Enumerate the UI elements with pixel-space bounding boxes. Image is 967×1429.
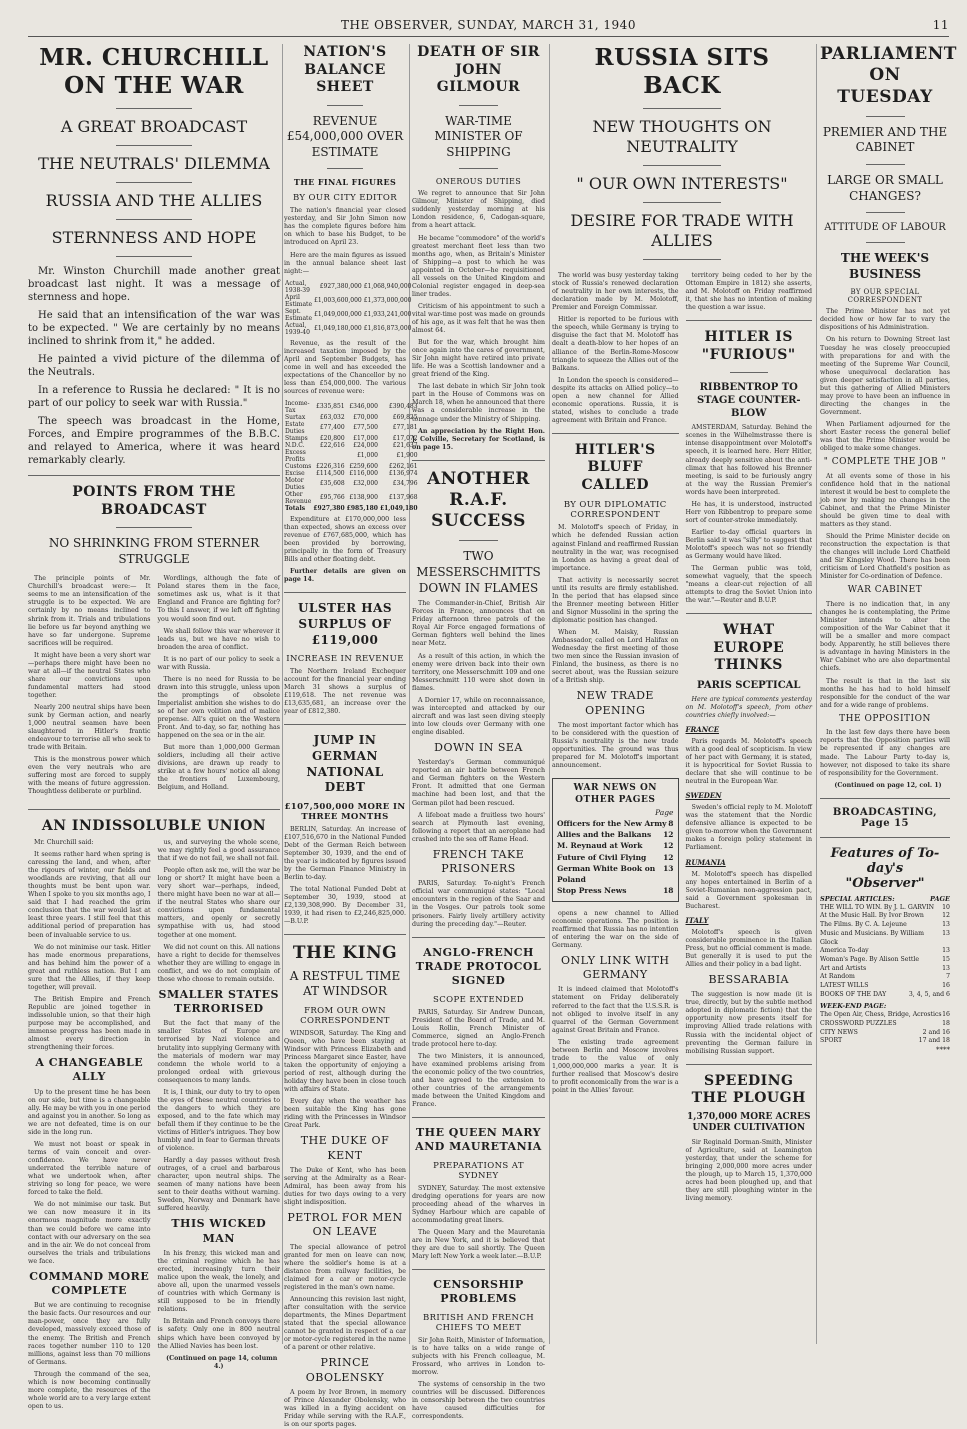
divider: [116, 219, 192, 220]
headline-queen-mary: THE QUEEN MARY AND MAURETANIA: [415, 1126, 542, 1154]
headline-balance: NATION'S BALANCE SHEET: [303, 44, 387, 95]
contents-list: [820, 895, 950, 1046]
table-total-row: [284, 505, 419, 512]
headline-raf: ANOTHER R.A.F. SUCCESS: [427, 468, 530, 532]
subhead-smaller-states: SMALLER STATES TERRORISED: [158, 987, 279, 1016]
headline-parliament: PARLIAMENT ON TUESDAY: [820, 44, 957, 107]
divider: [116, 182, 192, 183]
divider: [552, 433, 679, 434]
contents-label: Music and Musicians. By William Glock: [820, 929, 924, 946]
divider: [116, 527, 192, 528]
divider: [643, 259, 721, 260]
headline-bluff: HITLER'S BLUFF CALLED: [574, 441, 656, 493]
divider: [820, 837, 950, 838]
war-news-page: 12: [663, 841, 674, 851]
table-row: [284, 280, 412, 294]
table-cell: Estate Duties: [285, 420, 305, 435]
table-cell: Actual, 1939-40: [285, 321, 310, 336]
war-news-label: M. Reynaud at Work: [557, 841, 643, 851]
contents-label: Woman's Page. By Alison Settle: [820, 955, 919, 963]
contents-page: 13: [942, 964, 950, 972]
continued-note: (Continued on page 14, column 4.): [166, 1354, 278, 1370]
subhead: £107,500,000 MORE IN THREE MONTHS: [284, 801, 406, 822]
divider: [866, 164, 905, 165]
table-cell: £985,180: [346, 504, 378, 512]
divider: [412, 1117, 545, 1118]
contents-page: 15: [942, 955, 950, 963]
table-cell: Excess Profits: [285, 448, 306, 463]
subhead-wicked-man: THIS WICKED MAN: [171, 1217, 267, 1245]
headline-trade-protocol: ANGLO-FRENCH TRADE PROTOCOL SIGNED: [415, 945, 542, 988]
column-rule: [282, 44, 283, 1344]
page-number: 11: [932, 18, 949, 32]
table-cell: £17,072: [392, 434, 418, 442]
contents-item: [820, 956, 950, 965]
contents-page: 10: [942, 903, 950, 911]
subhead: INCREASE IN REVENUE: [286, 654, 404, 665]
subhead-war-cabinet: WAR CABINET: [847, 585, 923, 596]
table-cell: £136,974: [388, 469, 418, 477]
contents-item: [820, 982, 950, 991]
war-news-title: WAR NEWS ON OTHER PAGES: [573, 783, 658, 805]
table-cell: £69,825: [392, 413, 418, 421]
headline-plough: SPEEDING THE PLOUGH: [691, 1072, 806, 1107]
subhead-command: COMMAND MORE COMPLETE: [29, 1269, 150, 1298]
byline: BY OUR SPECIAL CORRESPONDENT: [847, 288, 923, 305]
table-cell: £346,000: [349, 403, 378, 411]
contents-page: PAGE: [930, 894, 950, 903]
contents-page: 16: [942, 1011, 950, 1019]
column-russia: [552, 44, 812, 1344]
table-row: [284, 294, 412, 308]
war-news-label: Future of Civil Flying: [557, 852, 647, 862]
headline-union: AN INDISSOLUBLE UNION: [41, 817, 267, 834]
contents-label: The Open Air, Chess, Bridge, Acrostics: [820, 1011, 942, 1019]
table-cell: £17,000: [353, 434, 378, 442]
contents-label: CROSSWORD PUZZLES: [820, 1019, 897, 1027]
column-rule: [409, 44, 410, 1344]
subhead: RIBBENTROP TO STAGE COUNTER-BLOW: [696, 382, 801, 420]
subhead: NO SHRINKING FROM STERNER STRUGGLE: [48, 536, 260, 566]
war-news-page: 8: [668, 818, 674, 828]
table-cell: £1,049,000,000: [314, 311, 362, 319]
table-cell: £63,032: [319, 413, 345, 421]
divider: [643, 202, 721, 203]
divider: [284, 724, 406, 725]
body-text: The principle points of Mr. Churchill's broadcast were:— It seems to me an intensification of the struggle is to be expected. We are certainly by no means inclined to shrink from it. Trials and tribulations lie before us far beyond anything we have so far undergone. Supreme sacrifices will be required. It might have been a very short war—perhaps there might have been no war at all—if the neutral States who share our convictions upon fundamental matters had stood together. Nearly 200 neutral ships have been sunk by German action, and nearly 1,000 neutral seamen have been slaughtered in Hitler's frantic endeavour to terrorise all who seek to trade with Britain. This is the monstrous power which even the very neutrals who are suffering most are forced to supply with the means of future aggression. Thoughtless deliberate or purblind. Wordlings, although the fate of Poland stares them in the face, sometimes ask us, what is it that England and France are fighting for? To this I answer, if we left off fighting you would soon find out. We shall follow this war wherever it leads us, but we have no wish to broaden the area of conflict. It is no part of our policy to seek a war with Russia. There is no need for Russia to be drawn into this struggle, unless upon the promptings of obsolete Imperialist ambition she wishes to do so of her own volition and of malice prepense. All's quiet on the Western Front. And to-day, so far, nothing has happened on the sea or in the air. But more than 1,000,000 German soldiers, including all their active divisions, are drawn up ready to strike at a few hours' notice all along the frontiers of Luxembourg, Belgium, and Holland.: [28, 575, 280, 796]
contents-label: THE WILL TO WIN. By J. L. GARVIN: [820, 903, 935, 911]
table-cell: £259,600: [349, 462, 378, 470]
divider: [28, 475, 280, 476]
contents-label: SPECIAL ARTICLES:: [820, 894, 895, 903]
headline-censorship: CENSORSHIP PROBLEMS: [433, 1278, 524, 1306]
table-cell: £137,968: [388, 494, 418, 502]
divider: [686, 320, 813, 321]
war-news-item: [557, 829, 674, 840]
subhead: A RESTFUL TIME AT WINDSOR: [289, 968, 401, 999]
contents-label: Art and Artists: [820, 964, 867, 972]
divider: [28, 809, 280, 810]
headline-king: THE KING: [292, 943, 398, 964]
table-cell: [312, 449, 345, 463]
subhead: PREMIER AND THE CABINET: [822, 124, 948, 155]
contents-page: 12: [942, 912, 950, 920]
contents-page: 2 and 16: [922, 1028, 950, 1036]
subhead-kent: THE DUKE OF KENT: [300, 1134, 390, 1162]
divider: [643, 165, 721, 166]
subhead-trade-opening: NEW TRADE OPENING: [576, 689, 654, 717]
table-cell: Excise: [285, 469, 305, 477]
subhead-complete-job: " COMPLETE THE JOB ": [823, 457, 947, 468]
lead-paragraph: Mr. Winston Churchill made another great broadcast last night. It was a message of sternness and hope.: [28, 266, 280, 304]
column-churchill: [28, 44, 280, 1410]
war-news-label: German White Book on Poland: [557, 863, 656, 885]
subhead: THE NEUTRALS' DILEMMA: [38, 154, 270, 174]
contents-item: [820, 1011, 950, 1020]
table-row: [284, 421, 419, 435]
headline-german-debt: JUMP IN GERMAN NATIONAL DEBT: [306, 733, 384, 795]
contents-page: 13: [942, 929, 950, 937]
table-cell: £1,900: [396, 452, 418, 460]
divider: [459, 105, 499, 106]
divider: [686, 613, 813, 614]
divider: [643, 108, 721, 109]
table-row: [284, 470, 419, 477]
table-cell: £24,000: [353, 441, 378, 449]
table-row: [284, 477, 419, 491]
subhead: 1,370,000 MORE ACRES UNDER CULTIVATION: [687, 1111, 811, 1134]
contents-item: [820, 912, 950, 921]
contents-page: 18: [942, 1019, 950, 1027]
war-news-item: [557, 885, 674, 896]
subhead-bessarabia: BESSARABIA: [708, 972, 790, 986]
headline-russia: RUSSIA SITS BACK: [594, 44, 770, 100]
table-row: [284, 491, 419, 505]
table-cell: Actual, 1938-39: [285, 279, 310, 294]
subhead: STERNNESS AND HOPE: [51, 228, 257, 248]
subhead: LARGE OR SMALL CHANGES?: [827, 172, 943, 203]
table-cell: £226,316: [316, 462, 345, 470]
divider: [284, 934, 406, 935]
contents-label: At Random: [820, 973, 855, 981]
divider: [866, 116, 905, 117]
subhead: PREPARATIONS AT SYDNEY: [433, 1160, 524, 1181]
revenue-table: [284, 280, 412, 336]
headline-europe: WHAT EUROPE THINKS: [713, 622, 785, 674]
column-balance-sheet: NATION'S BALANCE SHEET REVENUE £54,000,000 OVER ESTIMATE THE FINAL FIGURES BY OUR CITY EDITOR The nation's financial year closed yesterday, and Sir John Simon now has the complete figures before him on which to base his Budget, to be introduced on April 23. Here are the main figures as issued in the annual balance sheet last night:— Actual, 1938-39 £927,380,000 £1,068,940,000 April Estimate £1,003,600,000 £1,373,000,000 Sept. Estimate £1,049,000,000 £1,933,241,000 Actual, 1939-40 £1,049,180,000 £1,816,873,000 Revenue, as the result of the increased taxation imposed by the April and September Budgets, has come in well and has exceeded the expectations of the Chancellor by no less than £54,000,000. The various sources of revenue were: Income-Tax £335,851 £346,000 £390,483 Surtax £63,032 £70,000 £69,825 Estate Duties £77,400 £77,500 £77,181 Stamps £20,800 £17,000 £17,072 N.D.C. £22,616 £24,000 £21,637 Excess Profits £1,000 £1,900 Customs £226,316 £259,600 £262,161 Excise £114,500 £116,000 £136,974 Motor Duties £35,608 £32,000 £34,796 Other Revenue £95,766 £138,900 £137,968 Totals £927,380 £985,180 £1,049,180 Expenditure at £170,000,000 less than expected, shows an excess over revenue of £767,685,000, which has been provided by borrowing, principally in the form of Treasury Bills and other floating debt. Further details are given on page 14. ULSTER HAS SURPLUS OF £119,000 INCREASE IN REVENUE The Northern Ireland Exchequer account for the financial year ending March 31 shows a surplus of £119,618. The net revenue was £13,635,681, an increase over the year of £812,380. JUMP IN GERMAN NATIONAL DEBT £107,500,000 MORE IN THREE MONTHS BERLIN, Saturday. An increase of £107,516,670 in the National Funded Debt of the German Reich between September 30, 1939, and the end of the year is indicated by figures issued by the German Finance Ministry in Berlin to-day. The total National Funded Debt at September 30, 1939, stood at £2,139,308,990. By December 31, 1939, it had risen to £2,246,825,000.—B.U.P. THE KING A RESTFUL TIME AT WINDSOR FROM OUR OWN CORRESPONDENT WINDSOR, Saturday. The King and Queen, who have been staying at Windsor with Princess Elizabeth and Princess Margaret since Easter, have taken the opportunity of enjoying a period of rest, although during the holiday they have been in close touch with affairs of State. Every day when the weather has been suitable the King has gone riding with the Princesses in Windsor Great Park. THE DUKE OF KENT The Duke of Kent, who has been serving at the Admiralty as a Rear-Admiral, has been away from his duties for two days owing to a very slight indisposition. PETROL FOR MEN ON LEAVE The special allowance of petrol granted for men on leave can now, where the soldier's home is at a distance from railway facilities, be claimed for a car or motor-cycle registered in the man's own name. Announcing this revision last night, after consultation with the service departments, the Mines Department stated that the special allowance cannot be granted in respect of a car or motor-cycle registered in the name of a parent or other relative. PRINCE OBOLENSKY A poem by Ivor Brown, in memory of Prince Alexander Obolensky, who was killed in a flying accident on Friday while serving with the R.A.F., is on our sports pages.: [284, 44, 418, 1429]
masthead-title: THE OBSERVER, SUNDAY, MARCH 31, 1940: [341, 18, 636, 32]
continued-note: (Continued on page 12, col. 1): [834, 781, 942, 789]
contents-page: 17 and 18: [918, 1037, 950, 1045]
table-cell: £1,049,180: [379, 504, 418, 512]
headline-points: POINTS FROM THE BROADCAST: [72, 484, 236, 518]
divider: [730, 372, 768, 373]
table-cell: £116,000: [349, 469, 378, 477]
features-title: Features of To-day's: [830, 845, 940, 876]
lead-paragraph: In a reference to Russia he declared: " It is no part of our policy to seek war with Russia.": [28, 385, 280, 410]
divider: [459, 540, 499, 541]
subhead-obolensky: PRINCE OBOLENSKY: [305, 1356, 385, 1384]
table-cell: £1,068,940,000: [363, 283, 412, 291]
contents-label: The Films. By C. A. Lejeune: [820, 921, 907, 929]
subhead-down-in-sea: DOWN IN SEA: [434, 740, 523, 754]
byline: BY OUR CITY EDITOR: [292, 193, 398, 204]
divider: [116, 256, 192, 257]
lead-paragraph: He painted a vivid picture of the dilemma of the Neutrals.: [28, 354, 280, 379]
column-gilmour: DEATH OF SIR JOHN GILMOUR WAR-TIME MINISTER OF SHIPPING ONEROUS DUTIES We regret to announce that Sir John Gilmour, Minister of Shipping, died suddenly yesterday morning at his London residence, 6, Cadogan-square, from a heart attack. He became "commodore" of the world's greatest merchant fleet less than two months ago, when, as Britain's Minister of Shipping—a post to which he was appointed in October—he requisitioned all vessels on the United Kingdom and Colonial register engaged in deep-sea liner trades. Criticism of his appointment to such a vital war-time post was made on grounds of his age, as it was felt that he was then almost 64. But for the war, which brought him once again into the cares of government, Sir John might have retired into private life. He was a Scottish landowner and a great friend of the King. The last debate in which Sir John took part in the House of Commons was on March 18, when he announced that there was a considerable increase in the tonnage under the Ministry of Shipping. An appreciation by the Right Hon. J. Colville, Secretary for Scotland, is on page 15. ANOTHER R.A.F. SUCCESS TWO MESSERSCHMITTS DOWN IN FLAMES The Commander-in-Chief, British Air Forces in France, announces that on Friday afternoon three patrols of the Royal Air Force engaged formations of German fighters well behind the lines near Metz. As a result of this action, in which the enemy were driven back into their own territory, one Messerschmitt 109 and one Messerschmitt 110 were shot down in flames. A Dornier 17, while on reconnaissance, was intercepted and attacked by our aircraft and was last seen diving steeply into low clouds over Germany with one engine disabled. DOWN IN SEA Yesterday's German communiqué reported an air battle between French and German fighters on the Western Front. It admitted that one German machine had been lost, and that the German pilot had been rescued. A lifeboat made a fruitless two hours' search at Plymouth last evening, following a report that an aeroplane had crashed into the sea off Rame Head. FRENCH TAKE PRISONERS PARIS, Saturday. To-night's French official war communiqué states: "Local encounters in the region of the Saar and in the Vosges. Our patrols took some prisoners. Fairly lively artillery activity during the preceding day."—Reuter. ANGLO-FRENCH TRADE PROTOCOL SIGNED SCOPE EXTENDED PARIS, Saturday. Sir Andrew Duncan, President of the Board of Trade, and M. Louis Rollin, French Minister of Commerce, signed an Anglo-French trade protocol here to-day. The two Ministers, it is announced, have examined problems arising from the economic policy of the two countries, and have agreed to the extension to other countries of the arrangements made between the United Kingdom and France. THE QUEEN MARY AND MAURETANIA PREPARATIONS AT SYDNEY SYDNEY, Saturday. The most extensive dredging operations for years are now proceeding ahead of the wharves in Sydney Harbour which are capable of accommodating great liners. The Queen Mary and the Mauretania are in New York, and it is believed that they are due to sail shortly. The Queen Mary left New York a week later.—B.U.P. CENSORSHIP PROBLEMS BRITISH AND FRENCH CHIEFS TO MEET Sir John Reith, Minister of Information, is to have talks on a wide range of subjects with his French colleague, M. Frossard, who arrives in London to-morrow. The systems of censorship in the two countries will be discussed. Differences in censorship between the two countries have caused difficulties for correspondents.: [412, 44, 545, 1421]
table-cell: £390,483: [388, 403, 418, 411]
contents-label: LATEST WILLS: [820, 981, 869, 989]
country-label: FRANCE: [685, 724, 720, 734]
table-cell: Income-Tax: [285, 399, 310, 414]
body-text: The world was busy yesterday taking stock of Russia's renewed declaration of neutrality in her own interests, the declaration made by M. Molotoff, Premier and Foreign Commissar. Hitler is reported to be furious with the speech, while Germany is trying to disguise the fact that M. Molotoff has dealt a death-blow to her hopes of an alliance of the Berlin-Rome-Moscow triangle to squeeze the Allies out of the Balkans. In London the speech is considered—despite its attacks on Allied policy—to open a new channel for Allied economic operations. Russia, it is stated, wishes to conclude a trade agreement with Britain and France. HITLER'S BLUFF CALLED BY OUR DIPLOMATIC CORRESPONDENT M. Molotoff's speech of Friday, in which he defended Russian action against Finland and reaffirmed Russian neutrality in the war, was recognised in London as having a great deal of importance. That activity is necessarily secret until its results are firmly established. In the period that has elapsed since the Brenner meeting between Hitler and Signor Mussolini in the spring the diplomatic position has changed. When M. Maisky, Russian Ambassador, called on Lord Halifax on Wednesday the first meeting of those two men since the Russian invasion of Finland, the business, as there is no secret about, was the Russian seizure of a British ship. NEW TRADE OPENING The most important factor which has to be considered with the question of Russia's neutrality is the new trade opportunities. The ground was thus prepared for M. Molotoff's important announcement. WAR NEWS ON OTHER PAGES Page Officers for the New Army 8 Allies and the Balkans 12 M. Reynaud at Work 12 Future of Civil Flying 12 German White Book on Poland 13 Stop Press News 18 opens a new channel to Allied economic operations. The position is reaffirmed that Russia has no intention of entering the war on the side of Germany. ONLY LINK WITH GERMANY It is indeed claimed that Molotoff's statement on Friday deliberately referred to the fact that the U.S.S.R. is not obliged to involve itself in any quarrel of the German Government against Great Britain and France. The existing trade agreement between Berlin and Moscow involves trade to the value of only 1,000,000,000 marks a year. It is further realised that Moscow's desire to profit economically from the war is a point in the Allies' favour. territory being ceded to her by the Ottoman Empire in 1812) she asserts, and M. Molotoff on Friday reaffirmed it, that she has no intention of making the question a war issue. HITLER IS "FURIOUS" RIBBENTROP TO STAGE COUNTER-BLOW AMSTERDAM, Saturday. Behind the scenes in the Wilhelmstrasse there is intense disappointment over Molotoff's speech, it is learned here. Herr Hitler, already deeply sensitive about the anti-climax that has followed his Brenner meeting, is said to be furiously angry at the way the Russian Premier's words have been interpreted. He has, it is understood, instructed Herr von Ribbentrop to prepare some sort of counter-stroke immediately. Earlier to-day official quarters in Berlin said it was "silly" to suggest that Molotoff's speech was not so friendly as Germany would have liked. The German public was told, somewhat vaguely, that the speech "means a clear-cut rejection of all attempts to drag the Soviet Union into the war."—Reuter and B.U.P. WHAT EUROPE THINKS PARIS SCEPTICAL Here are typical comments yesterday on M. Molotoff's speech, from other countries chiefly involved:— FRANCE Paris regards M. Molotoff's speech with a good deal of scepticism. In view of her pact with Germany, it is stated, it is hypocritical for Soviet Russia to declare that she will continue to be neutral in the European War. SWEDEN Sweden's official reply to M. Molotoff was the statement that the Nordic defensive alliance is expected to be given to-morrow when the Government makes a foreign policy statement in Parliament. RUMANIA M. Molotoff's speech has dispelled any hopes entertained in Berlin of a Soviet-Rumanian non-aggression pact, said a Government spokesman in Bucharest. ITALY Molotoff's speech is given considerable prominence in the Italian Press, but no official comment is made. But generally it is used to put the Allies and their policy in a bad light. BESSARABIA The suggestion is now made (it is true, directly, but by the subtle method adopted in diplomatic fiction) that the opportunity now presents itself for improving Allied trade relations with Russia with the incidental object of preventing the German failure in mobilising Russian support. SPEEDING THE PLOUGH 1,370,000 MORE ACRES UNDER CULTIVATION Sir Reginald Dorman-Smith, Minister of Agriculture, said at Leamington yesterday, that under the scheme for bringing 2,000,000 more acres under the plough, up to March 15, 1,370,000 acres had been ploughed up, and that they are still ploughing winter in the living memory.: [552, 272, 812, 1203]
headline-hitler: HITLER IS "FURIOUS": [701, 329, 796, 363]
country-label: ITALY: [685, 915, 709, 925]
contents-item: [820, 965, 950, 974]
headline-churchill: MR. CHURCHILL ON THE WAR: [39, 44, 269, 100]
contents-label: SPORT: [820, 1037, 843, 1045]
contents-item: [820, 1037, 950, 1046]
column-rule: [549, 44, 550, 1344]
table-row: [284, 435, 419, 442]
war-news-item: [557, 818, 674, 829]
divider: [412, 460, 545, 461]
table-cell: £262,161: [388, 462, 418, 470]
table-cell: £35,608: [319, 480, 345, 488]
war-news-item: [557, 863, 674, 886]
subhead: REVENUE £54,000,000 OVER ESTIMATE: [286, 113, 404, 159]
table-cell: £32,000: [353, 480, 378, 488]
country-label: RUMANIA: [685, 857, 726, 867]
divider: [459, 168, 499, 169]
contents-item: [820, 1020, 950, 1029]
table-row: [284, 442, 419, 449]
divider: [686, 1064, 813, 1065]
table-cell: £1,933,241,000: [363, 311, 412, 319]
divider: [820, 798, 950, 799]
divider: [412, 937, 545, 938]
divider: [327, 105, 364, 106]
table-cell: Totals: [285, 504, 306, 512]
table-cell: Customs: [285, 462, 312, 470]
subhead: ATTITUDE OF LABOUR: [824, 222, 946, 234]
war-news-box: [552, 778, 679, 901]
table-cell: Stamps: [285, 434, 308, 442]
stars: ****: [936, 1045, 950, 1054]
table-cell: Surtax: [285, 413, 306, 421]
table-cell: £1,373,000,000: [363, 297, 412, 305]
contents-page: 16: [942, 981, 950, 989]
contents-page: 13: [942, 921, 950, 929]
table-cell: £77,400: [319, 424, 345, 432]
table-cell: £1,003,600,000: [314, 297, 362, 305]
table-cell: £77,181: [392, 424, 418, 432]
war-news-page: 12: [663, 852, 674, 862]
table-cell: Other Revenue: [285, 490, 312, 505]
table-cell: £77,500: [353, 424, 378, 432]
broadcasting-note: BROADCASTING, Page 15: [832, 806, 938, 829]
table-cell: £95,766: [319, 494, 345, 502]
war-news-page: 12: [663, 830, 674, 840]
contents-item: [820, 973, 950, 982]
subhead: THE FINAL FIGURES: [293, 177, 397, 188]
divider: [866, 212, 905, 213]
subhead: ONEROUS DUTIES: [435, 177, 522, 187]
column-parliament: PARLIAMENT ON TUESDAY PREMIER AND THE CABINET LARGE OR SMALL CHANGES? ATTITUDE OF LABOUR THE WEEK'S BUSINESS BY OUR SPECIAL CORRESPONDENT The Prime Minister has not yet decided how or how far to vary the dispositions of his Administration. On his return to Downing Street last Tuesday he was closely preoccupied with preparations for and with the meeting of the Supreme War Council, whose unequivocal declaration has given deeper satisfaction in all parties, but this gathering of Allied Ministers may prove to have been an influence in directing the changes in the Government. When Parliament adjourned for the short Easter recess the general belief was that the Prime Minister would be obliged to make some changes. " COMPLETE THE JOB " At all events some of those in his confidence hold that in the national interest it would be best to complete the job now by making no changes in the Cabinet, and that the Prime Minister should be given time to deal with matters as they stand. Should the Prime Minister decide on reconstruction the expectation is that the changes will include Lord Chatfield and Sir Kingsley Wood. There has been criticism of Lord Chatfield's position as Minister for Co-ordination of Defence. WAR CABINET There is no indication that, in any changes he is contemplating, the Prime Minister intends to alter the composition of the War Cabinet that it will be a smaller and more compact body. Apparently, he still believes there is advantage in having Ministers in the War Cabinet who are also departmental chiefs. The result is that in the last six months he has had to hold himself responsible for the conduct of the war and for a wide range of problems. THE OPPOSITION In the last few days there have been reports that the Opposition parties will be represented if any changes are made. The Labour Party to-day is, however, not disposed to take its share of responsibility for the Government. (Continued on page 12, col. 1) BROADCASTING, Page 15 Features of To-day's "Observer" SPECIAL ARTICLES: PAGE THE WILL TO WIN. By J. L. GARVIN 10 At the Music Hall. By Ivor Brown 12 The Films. By C. A. Lejeune 13 Music and Musicians. By William Glock 13 America To-day 13 Woman's Page. By Alison Settle 15 Art and Artists 13 At Random 7 LATEST WILLS 16 BOOKS OF THE DAY 3, 4, 5, and 6 WEEK-END PAGE: The Open Air, Chess, Bridge, Acrostics 16 CROSSWORD PUZZLES 18 CITY NEWS 2 and 16 SPORT 17 and 18 ****: [820, 44, 957, 1054]
divider: [116, 108, 192, 109]
contents-page: 13: [942, 947, 950, 955]
subhead: TWO MESSERSCHMITTS DOWN IN FLAMES: [416, 549, 541, 595]
table-row: [284, 322, 412, 336]
contents-page: 7: [946, 973, 950, 981]
divider: [866, 242, 905, 243]
contents-item: [820, 930, 950, 947]
war-news-label: Officers for the New Army: [557, 818, 667, 828]
subhead: BRITISH AND FRENCH CHIEFS TO MEET: [422, 1312, 535, 1333]
contents-item: [820, 1029, 950, 1038]
byline: BY OUR DIPLOMATIC CORRESPONDENT: [563, 500, 667, 521]
lead-paragraph: He said that an intensification of the war was to be expected. " We are certainly by no means inclined to shrink from it," he added.: [28, 310, 280, 348]
contents-page: 3, 4, 5, and 6: [908, 990, 950, 998]
war-news-label: Allies and the Balkans: [557, 830, 652, 840]
table-cell: £1,816,873,000: [363, 325, 412, 333]
contents-item: [820, 904, 950, 913]
table-cell: £927,380: [313, 504, 345, 512]
table-cell: £70,000: [353, 413, 378, 421]
byline: FROM OUR OWN CORRESPONDENT: [300, 1005, 390, 1026]
subhead: A GREAT BROADCAST: [60, 117, 248, 137]
table-row: [284, 400, 419, 414]
appreciation-note: An appreciation by the Right Hon. J. Colville, Secretary for Scotland, is on page 15.: [412, 427, 545, 451]
subhead: " OUR OWN INTERESTS": [576, 174, 788, 194]
subhead-opposition: THE OPPOSITION: [839, 713, 931, 724]
subhead-petrol: PETROL FOR MEN ON LEAVE: [287, 1211, 403, 1239]
contents-item: [820, 991, 950, 1000]
contents-label: BOOKS OF THE DAY: [820, 990, 887, 998]
divider: [116, 145, 192, 146]
table-cell: £138,900: [349, 494, 378, 502]
masthead: [28, 14, 949, 37]
body-text: Mr. Churchill said: It seems rather hard when spring is caressing the land, and when, after the rigours of winter, our fields and woodlands are reviving, that all our thoughts must be bent upon war. When I spoke to you six months ago, I said that I had reached the grim conclusion that the war would last at least three years. I still feel that this additional period of preparation has been of invaluable service to us. We do not minimise our task. Hitler has made enormous preparations, and has behind him the power of a great and ruthless nation. But I am sure that the Allies, if they keep together, will prevail. The British Empire and French Republic are joined together in indissoluble union, so that their high purpose may be accomplished, and immense progress has been made in almost every direction in strengthening their forces. A CHANGEABLE ALLY Up to the present time he has been on our side, but time is a changeable ally. He may be with you in one period and against you in another. So long as we are not defeated, time is on our side in the long run. We must not boast or speak in terms of vain conceit and over-confidence. We have never underrated the terrible nature of what we undertook when, after striving so long for peace, we were forced to take the field. We do not minimise our task. But we can now measure it in its enormous magnitude more exactly than we could before we came into contact with our adversary on the sea and in the air. We do not conceal from ourselves the trials and tribulations we face. COMMAND MORE COMPLETE But we are continuing to recognise the basic facts. Our resources and our man-power, once they are fully developed, massively exceed those of the enemy. The British and French races together number 110 to 120 millions, against less than 70 millions of Germans. Through the command of the sea, which is now becoming continually more complete, the resources of the whole world are to a very large extent open to us. us, and surveying the whole scene, we may rightly feel a good assurance that if we do not fail, we shall not fail. People often ask me, will the war be long or short? It might have been a very short war—perhaps, indeed, there might have been no war at all—if the neutral States who share our convictions upon fundamental matters, and openly or secretly sympathise with us, had stood together at one moment. We did not count on this. All nations have a right to decide for themselves whether they are willing to engage in conflict, and we do not complain of those who choose to remain outside. SMALLER STATES TERRORISED But the fact that many of the smaller States of Europe are terrorised by Nazi violence and brutality into supplying Germany with the materials of modern war may condemn the whole world to a prolonged ordeal with grievous consequences to many lands. It is, I think, our duty to try to open the eyes of these neutral countries to the dangers to which they are exposed, and to the fate which may befall them if they continue to be the victims of Hitler's intrigues. They bow humbly and in fear to German threats of violence. Hardly a day passes without fresh outrages, of a cruel and barbarous character, upon neutral ships. The seamen of many nations have been sent to their deaths without warning. Sweden, Norway and Denmark have suffered heavily. THIS WICKED MAN In his frenzy, this wicked man and the criminal regime which he has erected, increasingly turn their malice upon the weak, the lonely, and above all, upon the unarmed vessels of countries with which Germany is still supposed to be in friendly relations. In Britain and French convoys there is safety. Only one in 800 neutral ships which have been convoyed by the Allied Navies has been lost. (Continued on page 14, column 4.): [28, 839, 280, 1410]
column-rule: [816, 44, 817, 1344]
subhead-changeable-ally: A CHANGEABLE ALLY: [35, 1056, 144, 1084]
page-header: Page: [655, 807, 674, 817]
table-row: [284, 308, 412, 322]
headline-ulster: ULSTER HAS SURPLUS OF £119,000: [297, 601, 393, 647]
table-cell: £34,796: [392, 480, 418, 488]
subhead: RUSSIA AND THE ALLIES: [45, 191, 263, 211]
table-cell: £21,637: [392, 441, 418, 449]
table-cell: £927,380,000: [319, 283, 362, 291]
war-news-item: [557, 840, 674, 851]
subhead: PARIS SCEPTICAL: [697, 679, 801, 691]
contents-label: At the Music Hall. By Ivor Brown: [820, 912, 924, 920]
further-details: Further details are given on page 14.: [284, 568, 406, 584]
war-news-page: 13: [663, 863, 674, 873]
contents-label: WEEK-END PAGE:: [820, 1002, 887, 1011]
subhead: THE WEEK'S BUSINESS: [840, 251, 930, 281]
subhead-only-link: ONLY LINK WITH GERMANY: [560, 953, 670, 982]
subhead: SCOPE EXTENDED: [433, 994, 524, 1005]
divider: [284, 592, 406, 593]
subhead: WAR-TIME MINISTER OF SHIPPING: [434, 113, 523, 159]
table-cell: £1,049,180,000: [314, 325, 362, 333]
war-news-page: 18: [663, 886, 674, 896]
table-cell: £114,500: [316, 469, 345, 477]
war-news-label: Stop Press News: [557, 886, 627, 896]
table-cell: Motor Duties: [285, 476, 305, 491]
table-cell: £335,851: [316, 403, 345, 411]
table-cell: April Estimate: [285, 293, 313, 308]
revenue-sources-table: [284, 400, 419, 512]
contents-label: America To-day: [820, 947, 869, 955]
contents-label: CITY NEWS: [820, 1028, 858, 1036]
lead-paragraph: The speech was broadcast in the Home, Forces, and Empire programmes of the B.B.C. and relayed to America, where it was heard remarkably clearly.: [28, 416, 280, 467]
table-row: [284, 449, 419, 463]
subhead: NEW THOUGHTS ON NEUTRALITY: [592, 117, 772, 157]
divider: [412, 1269, 545, 1270]
features-title-observer: "Observer": [845, 875, 925, 891]
contents-item: [820, 921, 950, 930]
table-cell: £20,800: [319, 434, 345, 442]
table-cell: £1,000: [356, 452, 378, 460]
contents-item: [820, 947, 950, 956]
war-news-item: [557, 852, 674, 863]
divider: [327, 168, 364, 169]
contents-heading: [820, 895, 950, 904]
table-cell: £22,616: [319, 441, 345, 449]
subhead-prisoners: FRENCH TAKE PRISONERS: [432, 847, 525, 876]
contents-heading: [820, 1002, 950, 1011]
table-cell: N.D.C.: [285, 441, 305, 449]
table-row: [284, 463, 419, 470]
headline-gilmour: DEATH OF SIR JOHN GILMOUR: [417, 44, 540, 95]
country-label: SWEDEN: [685, 791, 722, 801]
table-cell: Sept. Estimate: [285, 307, 313, 322]
table-row: [284, 414, 419, 421]
subhead: DESIRE FOR TRADE WITH ALLIES: [570, 211, 794, 251]
